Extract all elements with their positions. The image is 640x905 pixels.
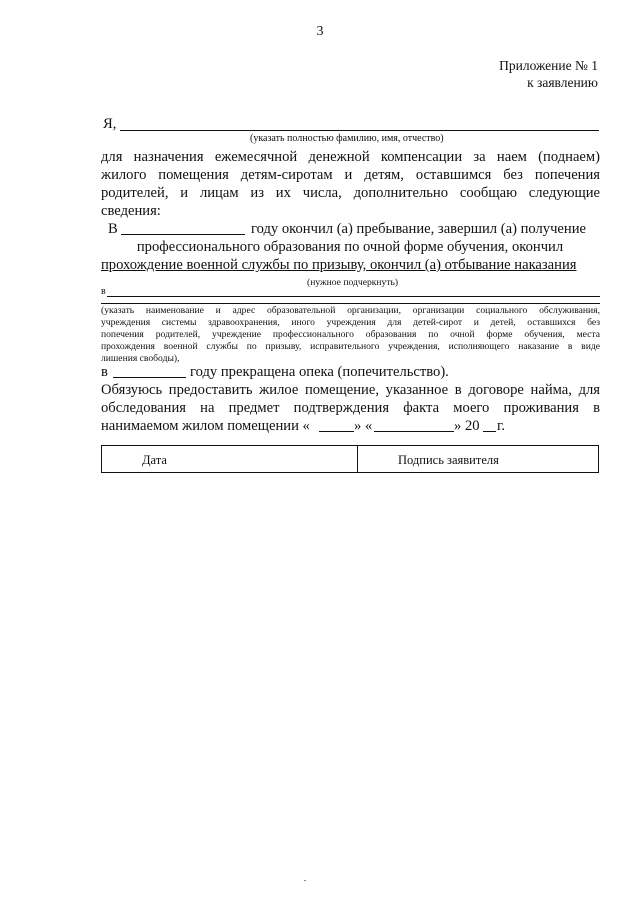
institution-prefix: в	[101, 286, 106, 297]
completion-year-field[interactable]	[121, 234, 245, 235]
obligation-year-field[interactable]	[483, 431, 496, 432]
completion-line-2: профессионального образования по очной форме обучения, окончил	[136, 239, 564, 255]
institution-field-2[interactable]	[101, 303, 600, 304]
signature-cell[interactable]	[358, 446, 598, 472]
guardianship-text: году прекращена опека (попечительство).	[190, 364, 449, 380]
institution-hint-1: (указать наименование и адрес образовательной организации, организации социального обслуживания,	[101, 305, 600, 316]
intro-line-2: жилого помещения детям-сиротам и детям, оставшимся без попечения	[101, 167, 600, 183]
obligation-day-field[interactable]	[319, 431, 354, 432]
date-label: Дата	[142, 453, 167, 467]
applicant-name-field[interactable]	[120, 130, 599, 131]
signature-table	[101, 445, 599, 473]
obligation-line-3-mid2: » 20	[454, 418, 480, 434]
appendix-title: Приложение № 1	[499, 58, 598, 73]
guardianship-year-field[interactable]	[113, 377, 186, 378]
intro-line-1: для назначения ежемесячной денежной компенсации за наем (поднаем)	[101, 149, 600, 165]
page-number: 3	[316, 24, 324, 39]
applicant-prefix: Я,	[103, 116, 117, 132]
institution-field-1[interactable]	[107, 296, 600, 297]
date-cell[interactable]	[102, 446, 358, 472]
intro-line-3: родителей, и лицам из их числа, дополнительно сообщаю следующие	[101, 185, 600, 201]
applicant-hint: (указать полностью фамилию, имя, отчество)	[250, 133, 444, 144]
obligation-line-2: обследования на предмет подтверждения факта моего проживания в	[101, 400, 600, 416]
institution-hint-5: лишения свободы),	[101, 353, 180, 364]
institution-hint-3: попечения родителей, учреждение профессионального образования по очной форме обучения, места	[101, 329, 600, 340]
intro-line-4: сведения:	[101, 203, 161, 219]
completion-hint: (нужное подчеркнуть)	[307, 277, 399, 288]
institution-hint-4: прохождения военной службы по призыву, исправительного учреждения, исполняющего наказание в виде	[101, 341, 600, 352]
obligation-line-3-mid1: » «	[354, 418, 373, 434]
obligation-month-field[interactable]	[374, 431, 454, 432]
scan-speck	[304, 880, 306, 881]
completion-prefix: В	[108, 221, 118, 237]
guardianship-prefix: в	[101, 364, 108, 380]
completion-text: году окончил (а) пребывание, завершил (а) получение	[251, 221, 586, 237]
obligation-line-1: Обязуюсь предоставить жилое помещение, указанное в договоре найма, для	[101, 382, 600, 398]
appendix-subtitle: к заявлению	[527, 75, 598, 90]
institution-hint-2: учреждения системы здравоохранения, иного учреждения для детей-сирот и детей, оставшихся без	[101, 317, 600, 328]
completion-line-3: прохождение военной службы по призыву, окончил (а) отбывание наказания	[101, 257, 577, 273]
obligation-line-3-start: нанимаемом жилом помещении «	[101, 418, 310, 434]
signature-label: Подпись заявителя	[398, 453, 499, 467]
obligation-line-3-end: г.	[497, 418, 505, 434]
